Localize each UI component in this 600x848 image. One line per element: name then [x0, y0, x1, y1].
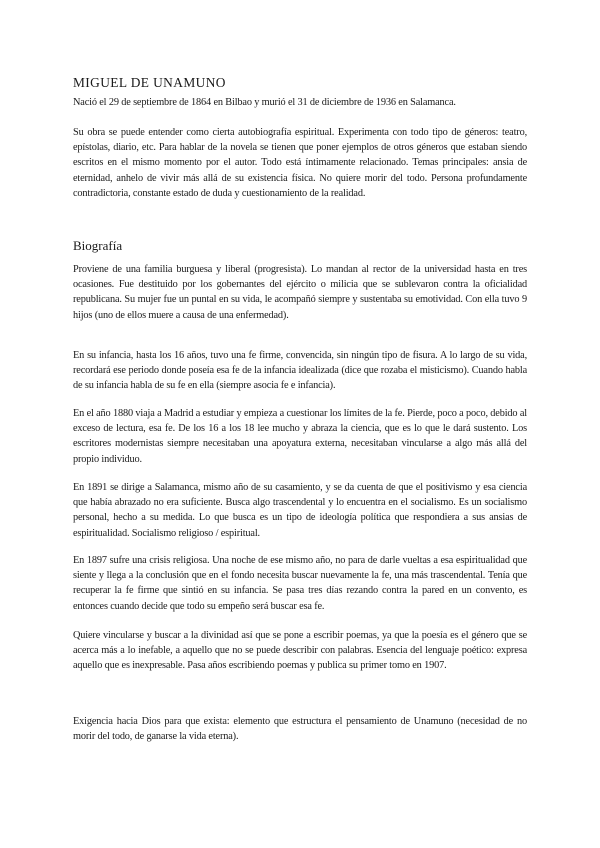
bio-paragraph-poetry: Quiere vincularse y buscar a la divinidad así que se pone a escribir poemas, ya que la poesía es el género que se acerca más a lo inefable, a aquello que no se puede describir con palabras. Esencia del lenguaje poético: expresa aquello que es inexpresable. Pasa años escribiendo poemas y publica su primer tomo en 1907.	[73, 630, 527, 672]
page-title: MIGUEL DE UNAMUNO	[73, 75, 226, 90]
bio-paragraph-1897: En 1897 sufre una crisis religiosa. Una noche de ese mismo año, no para de darle vueltas a esa espiritualidad que siente y llega a la conclusión que en el fondo necesita buscar nuevamente la fe, una más trascendental. Tenía que recuperar la fe firme que sintió en su infancia. Se pasa tres días rezando contra la pared en un convento, es entonces cuando decide que todo su empeño será buscar esa fe.	[73, 555, 527, 612]
bio-paragraph-family: Proviene de una familia burguesa y liberal (progresista). Lo mandan al rector de la universidad hasta en tres ocasiones. Fue destituido por los gobernantes del ejército o milicia que se sublevaron contra la oficialidad republicana. Su mujer fue un puntal en su vida, le acompañó siempre y sustentaba su emotividad. Con ella tuvo 9 hijos (uno de ellos muere a causa de una enfermedad).	[73, 264, 527, 321]
bio-paragraph-1880: En el año 1880 viaja a Madrid a estudiar y empieza a cuestionar los límites de la fe. Pierde, poco a poco, debido al exceso de lectura, esa fe. De los 16 a los 18 lee mucho y abraza la ciencia, que es lo que le dará sustento. Los escritores modernistas siempre necesitaban una apoyatura externa, necesitaban vincularse a algo más allá del propio individuo.	[73, 408, 527, 465]
section-heading-biografia: Biografía	[73, 238, 123, 253]
bio-paragraph-god: Exigencia hacia Dios para que exista: elemento que estructura el pensamiento de Unamuno (necesidad de no morir del todo, de ganarse la vida eterna).	[73, 716, 527, 743]
birth-paragraph: Nació el 29 de septiembre de 1864 en Bilbao y murió el 31 de diciembre de 1936 en Salamanca.	[73, 97, 456, 108]
bio-paragraph-1891: En 1891 se dirige a Salamanca, mismo año de su casamiento, y se da cuenta de que el positivismo y esa ciencia que había abrazado no era suficiente. Busca algo trascendental y lo encuentra en el socialismo. Es un socialismo personal, hecho a su medida. Lo que busca es un tipo de ideología política que respondiera a sus ansias de espiritualidad. Socialismo religioso / espiritual.	[73, 482, 527, 539]
intro-paragraph: Su obra se puede entender como cierta autobiografía espiritual. Experimenta con todo tipo de géneros: teatro, epístolas, diario, etc. Para hablar de la novela se tienen que poner ejemplos de otros géneros que estaban siendo escritos en el mismo momento por el autor. Todo está íntimamente relacionado. Temas principales: ansia de eternidad, anhelo de vivir más allá de su existencia física. No quiere morir del todo. Persona profundamente contradictoria, constante estado de duda y cuestionamiento de la realidad.	[73, 127, 527, 199]
bio-paragraph-childhood: En su infancia, hasta los 16 años, tuvo una fe firme, convencida, sin ningún tipo de fisura. A lo largo de su vida, recordará ese periodo donde poseía esa fe de la infancia idealizada (dice que rozaba el misticismo). Cuando habla de su infancia habla de su fe en ella (siempre asocia fe e infancia).	[73, 350, 527, 392]
